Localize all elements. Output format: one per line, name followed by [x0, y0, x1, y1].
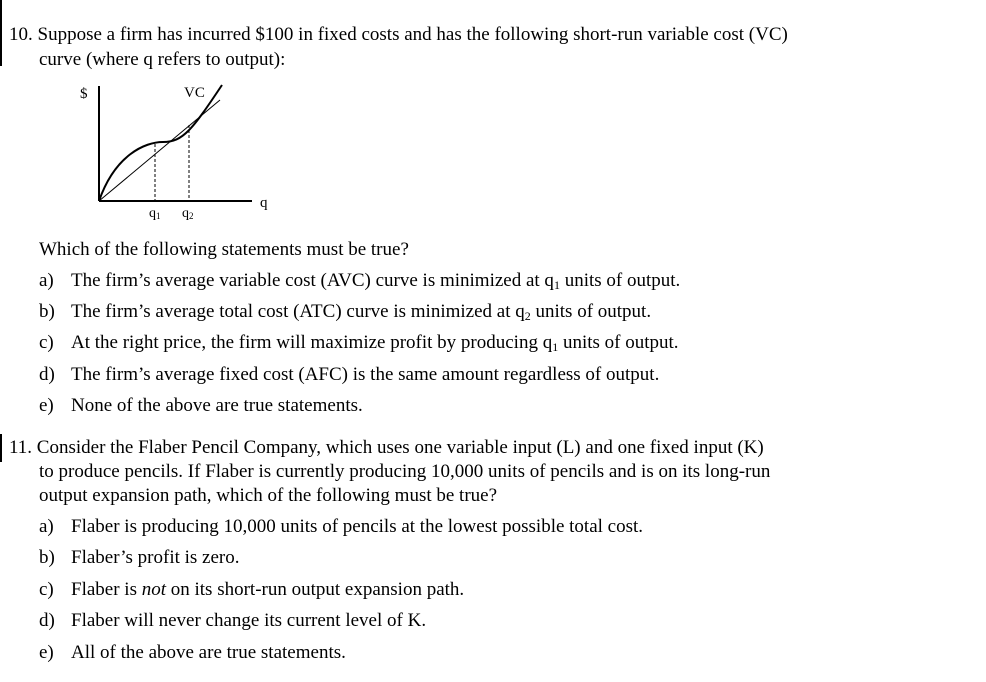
option-emphasis: not: [141, 579, 166, 600]
option-letter: c): [39, 332, 54, 353]
option-text: Flaber is: [71, 579, 142, 600]
option-text: The firm’s average variable cost (AVC) curve is minimized at q: [71, 270, 554, 291]
option-subscript: 2: [524, 309, 531, 323]
option-letter: d): [39, 610, 55, 631]
q11-text-line-1: 11. Consider the Flaber Pencil Company, which uses one variable input (L) and one fixed input (K): [9, 437, 764, 458]
q10-option-b: [39, 300, 651, 324]
option-text: Flaber’s profit is zero.: [71, 547, 240, 568]
vc-label: VC: [184, 85, 205, 101]
q10-text-line-2: curve (where q refers to output):: [39, 49, 286, 70]
option-letter: b): [39, 547, 55, 568]
vc-curve-graph: [70, 80, 300, 220]
option-letter: b): [39, 301, 55, 322]
q10-option-d: [39, 363, 659, 387]
option-text: The firm’s average fixed cost (AFC) is the same amount regardless of output.: [71, 364, 660, 385]
option-text-end: units of output.: [559, 270, 681, 291]
q10-option-a: [39, 269, 680, 293]
option-text: At the right price, the firm will maximize profit by producing q: [71, 332, 553, 353]
q10-text-line-1: 10. Suppose a firm has incurred $100 in fixed costs and has the following short-run variable cost (VC): [9, 24, 788, 45]
option-text: None of the above are true statements.: [71, 395, 363, 416]
vc-curve: [99, 85, 222, 201]
q10-option-c: [39, 331, 679, 355]
option-subscript: 1: [553, 278, 560, 292]
option-text-end: on its short-run output expansion path.: [166, 579, 465, 600]
q10-option-e: [39, 394, 363, 418]
option-text: Flaber is producing 10,000 units of pencils at the lowest possible total cost.: [71, 516, 644, 537]
q11-option-b: [39, 546, 240, 570]
option-text: The firm’s average total cost (ATC) curve is minimized at q: [71, 301, 525, 322]
margin-rule: [0, 434, 2, 462]
option-letter: e): [39, 642, 54, 663]
q11-option-e: [39, 641, 346, 665]
option-letter: a): [39, 270, 54, 291]
q11-text-line-2: to produce pencils. If Flaber is currently producing 10,000 units of pencils and is on its long-run: [39, 461, 771, 482]
option-letter: c): [39, 579, 54, 600]
q1-label: q1: [149, 206, 161, 220]
y-axis-label: $: [80, 86, 88, 102]
q11-text-line-3: output expansion path, which of the following must be true?: [39, 485, 498, 506]
option-subscript: 1: [552, 340, 559, 354]
q11-option-d: [39, 609, 426, 633]
option-text: Flaber will never change its current level of K.: [71, 610, 427, 631]
x-axis-label: q: [260, 195, 268, 211]
option-text-end: units of output.: [558, 332, 679, 353]
q11-option-c: [39, 578, 464, 602]
q10-prompt: Which of the following statements must be true?: [39, 239, 409, 260]
option-letter: a): [39, 516, 54, 537]
option-text-end: units of output.: [530, 301, 652, 322]
q2-label: q2: [182, 206, 194, 220]
q11-option-a: [39, 515, 643, 539]
option-text: All of the above are true statements.: [71, 642, 346, 663]
option-letter: d): [39, 364, 55, 385]
margin-rule: [0, 0, 2, 66]
option-letter: e): [39, 395, 54, 416]
